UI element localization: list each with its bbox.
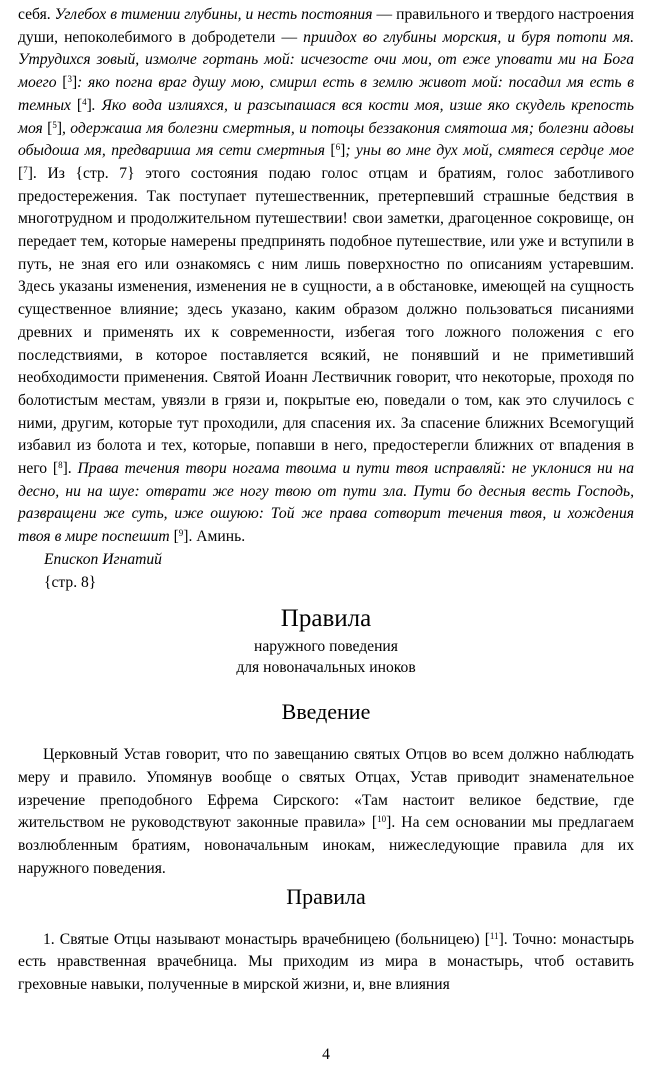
subtitle-line-2: для новоначальных иноков: [236, 659, 416, 677]
footnote-ref[interactable]: 10: [377, 814, 387, 825]
signature: Епископ Игнатий: [44, 550, 162, 568]
footnote-ref[interactable]: 8: [58, 460, 63, 471]
footnote-ref[interactable]: 3: [67, 74, 72, 85]
preface-paragraph: себя. Углебох в тимении глубины, и несть постояния — правильного и твердого настроения души, непоколебимого в добродетели — приидох во глубины морския, и буря потопи мя. Утрудихся зовый, измолче гортань мой: исчезосте очи мои, от еже уповати ми на Бога моего [$^3$]: яко погна враг душу мою, смирил есть в землю живот мой: посадил мя есть в темных [$^4$]. Яко вода излияхся, и разсыпашася вся кости моя, изше яко скудель крепость моя [$^5$], одержаша мя болезни смертныя, и потоцы беззакония смятоша мя; болезни адовы обыдоша мя, предвариша мя сети смертныя [$^6$]; уны во мне дух мой, смятеся сердце мое [$^7$]. Из {стр. 7} этого состояния подаю голос отцам и братиям, голос заботливого предостережения. Так поступает путешественник, претерпевший страшные бедствия в многотрудном и продолжительном путешествии! свои заметки, драгоценное сокровище, он передает тем, которые намерены предпринять подобное путешествие, или уже и вступили в путь, не зная его или ознакомясь с ним лишь поверхностно по описаниям устаревшим. Здесь указаны изменения, изменения не в сущности, а в обстановке, имеющей на сущность существенное влияние; здесь указано, каким образом должно пользоваться писаниями древних и применять их к современности, избегая того ложного положения с его последствиями, в которое поставляется всякий, не понявший и не приметивший необходимости применения. Святой Иоанн Лествичник говорит, что некоторые, проходя по болотистым местам, увязли в грязи и, покрытые ею, поведали о том, как это случилось с ними, другим, которые тут проходили, для спасения их. За спасение ближних Всемогущий избавил из болота и тех, которые, попавши в него, предостерегли ближних от впадения в него [$^8$]. Права течения твори ногама твоима и пути твоя исправляй: не уклонися ни на десно, ни на шуе: отврати же ногу твою от пути зла. Пути бо десныя весть Господь, развращени же суть, иже ошуюю: Той же права сотворит течения твоя, и хождения твоя в мире поспешит [$^9$]. Аминь.: [18, 6, 635, 546]
document-page: [18, 4, 634, 997]
footnote-ref[interactable]: 11: [489, 930, 499, 941]
footnote-ref[interactable]: 4: [82, 96, 87, 107]
rule-1-paragraph: 1. Святые Отцы называют монастырь врачебницею (больницею) [$^{11}$]. Точно: монастырь есть нравственная врачебница. Мы приходим из мира в монастырь, чтоб оставить греховные навыки, полученные в мирской жизни, и, вне влияния: [18, 930, 634, 993]
page-number: 4: [322, 1046, 330, 1063]
intro-paragraph: Церковный Устав говорит, что по завещанию святых Отцов во всем должно наблюдать меру и правило. Упомянув вообще о святых Отцах, Устав приводит знаменательное изречение преподобного Ефрема Сирского: «Там настоит великое бедствие, где жительством не руководствуют законные правила» [$^{10}$]. На сем основании мы предлагаем возлюбленным братиям, новоначальным инокам, нижеследующие правила для их наружного поведения.: [18, 746, 635, 877]
page-reference: {стр. 8}: [44, 573, 97, 591]
title: Правила: [280, 605, 372, 633]
footnote-ref[interactable]: 7: [23, 164, 28, 175]
subtitle-line-1: наружного поведения: [254, 638, 398, 656]
rules-heading: Правила: [286, 883, 366, 909]
footnote-ref[interactable]: 5: [52, 119, 57, 130]
intro-heading: Введение: [281, 699, 371, 725]
footnote-ref[interactable]: 6: [335, 142, 341, 153]
footnote-ref[interactable]: 9: [178, 528, 184, 539]
